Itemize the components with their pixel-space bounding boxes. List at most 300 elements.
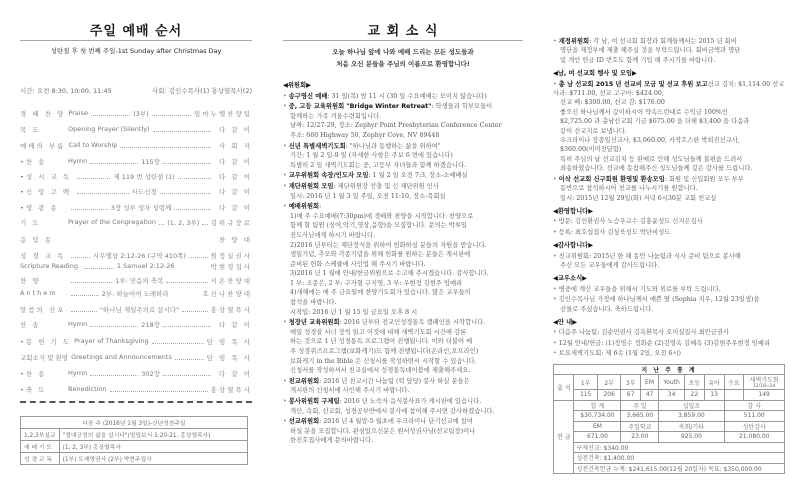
news-item-text: : 2016 년 4 월말-5 월초에 우크라이나 단기선교에 참여 (319, 418, 473, 426)
order-label: •봉 헌 기 도 (20, 337, 72, 346)
news-item-title: 재정위원회 (558, 38, 590, 45)
order-english: Prayer of Thanksgiving (74, 337, 149, 345)
order-english: Greetings and Announcements (71, 353, 172, 361)
news-item-line: 하실 분을 모집합니다. 관심있으신분은 원서성권사님(선교팀장)이나 (290, 427, 476, 435)
news-item-first-line (553, 175, 788, 184)
attendance-header: 3부 (621, 375, 640, 390)
dawn-range: 12/18~24 (752, 384, 776, 390)
welcome-message (283, 46, 523, 70)
news-item-line: 보화캐기 in the Bible 은 신청서를 작성하면서 시작할 수 있습니다. (290, 357, 477, 365)
next-week-header: 다음 주 (2016년 1월 3일)-신년성찬주일 (21, 417, 248, 429)
order-label: 교회소식 및 환영 (20, 353, 69, 362)
order-row (20, 319, 252, 329)
leader-dots (182, 307, 207, 312)
news-item-title: 교우위원회 속장/인도자 모임 (288, 172, 369, 180)
offering-cell: 671.00 (574, 432, 621, 443)
attendance-header: Youth (659, 375, 685, 390)
service-time-line (20, 86, 252, 95)
section-heading: ◀감사합니다▶ (553, 242, 594, 250)
news-item-line: 전도사님에게 하시기 바랍니다. (290, 231, 376, 239)
order-label: 예배의 부름 (20, 141, 66, 150)
news-item (283, 377, 523, 396)
offering-cell: 21,080.00 (724, 432, 784, 443)
news-item-text: : 1 월 2 일 오전 7:3, 장소-소예배실 (368, 172, 468, 180)
news-item (283, 182, 523, 201)
order-detail: 2부: 하늘이여 노래하라 (101, 289, 169, 298)
news-item-first-line (553, 80, 788, 99)
news-item-line: 게시판의 신청서에 사인해 주시기 바랍니다. (290, 387, 410, 395)
order-row (20, 336, 252, 346)
news-item-first-line (283, 377, 523, 387)
attendance-value: 13 (704, 390, 724, 401)
news-item-title: 선교위원회 (288, 418, 320, 426)
order-label: 묵 도 (20, 125, 41, 134)
order-label: 기 도 (20, 218, 41, 227)
leader-dots (160, 189, 211, 194)
attendance-header: 수요 (724, 375, 744, 390)
order-row (20, 288, 252, 298)
leader-dots (71, 307, 96, 312)
next-value: (1부) 도재영권사 (2부) 박현주집사 (59, 453, 247, 465)
news-item-line: 날짜: 12/27-29, 장소: Zephyr Point Presbyterian Conference Center (290, 122, 502, 130)
order-label: 성 경 교 독 (20, 251, 66, 260)
leader-dots (163, 322, 211, 327)
order-detail: 사도신경 (131, 187, 157, 196)
news-continued-wrapper (553, 36, 788, 474)
news-item-line: 주신 모든 교우들에게 감사드립니다. (560, 261, 660, 269)
next-label: 1,2,3부설교 (21, 429, 60, 441)
order-english: Hymn (68, 369, 88, 377)
news-item (553, 295, 788, 314)
leader-dots (163, 371, 211, 376)
offering-cell: 주일학교 (621, 421, 659, 432)
section-heading: ◀위원회▶ (283, 82, 311, 89)
order-label: Scripture Reading (20, 262, 78, 270)
news-item (283, 102, 523, 140)
news-item-line: $360.00(이미전달함) (560, 146, 622, 154)
attendance-header: 유아 (704, 375, 724, 390)
order-leader: 다 같 이 (219, 187, 252, 196)
leader-dots (178, 174, 211, 179)
leader-dots (159, 220, 164, 225)
order-leader: 홍상열목사 (210, 305, 252, 314)
order-english: Benediction (68, 385, 107, 393)
order-row (20, 124, 252, 134)
news-item (553, 349, 788, 358)
offering-cell: 3,665.00 (621, 411, 659, 422)
order-row (20, 275, 252, 285)
order-leader: 다 같 이 (219, 125, 252, 134)
offering-cell: 성탄감사 (724, 421, 784, 432)
news-item (283, 417, 523, 446)
news-title: 교 회 소 식 (367, 24, 439, 39)
leader-dots (178, 264, 208, 269)
news-item-line: 준비된 헌화 스케쥴에 사인업 해 주시기 바랍니다. (290, 260, 426, 268)
order-row (20, 186, 252, 196)
news-item-line: 매일 성경을 서너 장씩 읽고 이것에 대해 새벽기도회 시간에 강론 (290, 328, 467, 336)
attendance-header: EM (640, 375, 659, 390)
news-item (553, 217, 788, 226)
news-item-first-line (283, 102, 523, 112)
attendance-value: 149 (744, 390, 785, 401)
news-item (553, 175, 788, 203)
news-item-first-line (283, 182, 523, 192)
news-item (283, 171, 523, 181)
news-item-title: 중, 고등 교육위원회 "Bridge Winter Retreat" (288, 103, 432, 111)
news-item-first-line (553, 252, 788, 261)
news-item-line: 일시: 2016 년 1 월 3 일 주일, 오전 11:10, 장소-목회실 (290, 192, 446, 200)
news-sections-continued (553, 37, 788, 359)
leader-dots (172, 291, 200, 296)
attendance-header (744, 375, 785, 390)
order-row (20, 140, 252, 150)
leader-dots (110, 387, 208, 392)
order-detail: 3장 성부 성자 성령께 (110, 203, 172, 212)
news-item-line: $2,725.00 과 총남선교회 기금 $675.00 을 더해 $3,400 을 다음과 (560, 118, 750, 126)
order-leader: 다 같 이 (219, 203, 253, 212)
news-item-line: 기간: 1 월 2 일-9 일 (자세한 사항은 주보 6 면에 있습니다) (290, 152, 453, 160)
news-item-first-line (283, 417, 523, 427)
leader-dots (175, 355, 204, 360)
news-item-line: 주 성경퀴즈프로그램(보화캐기)도 함께 진행됩니다(온라인,오프라인) (290, 348, 479, 356)
attendance-header: 1부 (574, 375, 597, 390)
news-item-first-line (553, 339, 788, 348)
news-item-line: 함께하는 가족 겨울수련회입니다. (290, 112, 382, 120)
section-heading: ◀교우소식▶ (553, 275, 588, 283)
attendance-header: 2부 (597, 375, 620, 390)
offering-cell: 925.00 (659, 432, 724, 443)
news-item-first-line (553, 217, 788, 226)
leader-dots (153, 127, 211, 132)
news-item-line: 같이 선교지로 보냅니다. (560, 127, 627, 135)
order-row (20, 234, 252, 244)
news-item-line: 명단을 재정부에 제출 해주실 것을 부탁드립니다. 회비금액과 명단 (560, 47, 741, 55)
order-detail: 사무엘상 2:12-26 (구약 410쪽) (93, 251, 186, 260)
section-heading: ◀남, 여 선교회 행사 및 모임▶ (553, 70, 637, 78)
offering-cell: 23.00 (621, 432, 659, 443)
news-item-line: 주소: 660 Highway 50, Zephyr Cove, NV 89448 (290, 131, 440, 139)
attendance-value: 47 (640, 390, 659, 401)
news-sections (283, 76, 523, 446)
news-item-text: 김인수목사님 가정에 하나님께서 예쁜 딸 (Sophia 지우, 12월 23일생)을 (558, 296, 760, 304)
order-english: Hymn (68, 157, 88, 165)
order-leader: 시온찬양대 (210, 276, 253, 285)
news-item-text: : 재단위원장 선출 및 신 재단위원 인사 (333, 182, 439, 190)
leader-dots (90, 322, 138, 327)
news-item-line: 및 개인 헌금 ID 번호도 함께 기입 해 주시기를 바랍니다. (560, 56, 716, 64)
next-label: 예 배 기 도 (21, 441, 60, 453)
order-leader: 담 임 목 사 (206, 353, 252, 362)
worship-title: 주일 예배 순서 (89, 24, 183, 39)
order-leader: 찬 양 대 (219, 235, 252, 244)
leader-dots (90, 371, 138, 376)
news-item-title: 이삭 선교회 신구회원 환영및 환송모임 (558, 175, 665, 183)
leader-dots (71, 205, 108, 210)
news-item-text: 선교 김치: $1,114.00 선교 사과: $711.00, 선교 고구마: $424.00, (553, 80, 785, 98)
news-item-line: 2)2016 년부터는 제단장식을 위하여 헌화하실 분들의 자원을 받습니다. (290, 241, 487, 249)
news-item-text: : "하나님과 동행하는 삶을 위하여" (345, 142, 441, 150)
news-item-first-line (553, 295, 788, 304)
leader-dots (202, 220, 207, 225)
order-detail: (1, 2, 3부) (167, 218, 200, 227)
news-item-title: 총 남 선교회 2015 년 선교비 모금 및 선교 후원 보고 (558, 80, 708, 88)
news-item-line: 특별히 2 일 새벽기도회는 중, 고등부 자녀들과 함께 하겠습니다. (290, 161, 467, 169)
attendance-value: 115 (574, 390, 597, 401)
leader-dots (71, 253, 90, 258)
offering-building: 성전건축: $1,400.00 (574, 453, 785, 464)
leader-dots (166, 278, 207, 283)
offering-cell: 속회/기타 (659, 421, 724, 432)
offering-cell: EM (574, 421, 621, 432)
news-item-text: 토요새벽기도회: 제 6속 (1월 2일, 오전 6시) (558, 350, 681, 358)
leader-dots (71, 237, 211, 242)
news-item-line: 개인, 속회, 선교회, 성경공부반에서 봉사에 참여해 주시면 감사하겠습니다. (290, 407, 495, 415)
order-row (20, 250, 252, 260)
news-item-first-line (553, 228, 788, 237)
order-leader: 홍상열목사 (210, 385, 252, 394)
attendance-value: 22 (684, 390, 704, 401)
order-label: •신 앙 고 백 (20, 187, 72, 196)
order-detail: 218장 (141, 320, 160, 329)
leader-dots (71, 278, 112, 283)
order-english: Call to Worship (68, 141, 118, 149)
section-heading: ◀안 내▶ (553, 318, 578, 326)
news-item-title: 청장년 교육위원회 (288, 319, 340, 327)
order-leader: 사 회 자 (219, 141, 252, 150)
order-detail: 115장 (141, 157, 160, 166)
news-item-title: 재단위원회 모임 (288, 182, 334, 190)
dawn-label: 새벽기도회 (749, 377, 779, 385)
next-value: "절대긍정의 삶을 삽시다"(빌립보서 1:20-21, 홍상열목사) (59, 429, 247, 441)
next-label: 성 경 교 독 (21, 453, 60, 465)
leader-dots (90, 159, 138, 164)
offering-cell: 합 계 (574, 400, 621, 411)
offering-cell: 3,859.00 (659, 411, 724, 422)
order-english: Hymn (68, 320, 88, 328)
attendance-value: 67 (621, 390, 640, 401)
news-item-line: 참석을 바랍니다. (290, 299, 337, 307)
news-item-line: 죄송하였습니다. 선교에 동참해주신 성도님들께 깊은 감사를 드립니다. (560, 165, 753, 173)
order-detail: 1부: 믿음의 축복 (115, 276, 164, 285)
news-item (283, 318, 523, 376)
news-item-text: : (319, 203, 322, 211)
order-row (20, 261, 252, 271)
news-item (283, 202, 523, 317)
order-leader: 다 같 이 (219, 172, 252, 181)
news-item-title: 신년 특별새벽기도회 (288, 142, 346, 150)
news-item-line: 좋으신 하나님께서 갚이하시어 약속드린대로 수익금 100%인 (560, 108, 728, 116)
order-row (20, 156, 252, 166)
news-item (553, 339, 788, 348)
news-item-line: 선교 배: $300.00, 선교 감: $176.00 (560, 99, 665, 107)
order-leader: 다 같 이 (219, 320, 252, 329)
order-detail: 1 Samuel 2:12-26 (116, 262, 175, 270)
news-item-first-line (553, 37, 788, 46)
order-label: •찬 송 (20, 157, 47, 166)
news-item-line: 시작일: 2016 년 1 월 15 일 금요일 오후 8 시 (290, 308, 418, 316)
stats-title: 지 난 주 통 계 (554, 364, 785, 375)
news-item-first-line (283, 397, 523, 407)
news-item-title: 예배위원회 (288, 203, 320, 211)
news-item-title: 봉사위원회 구제팀 (288, 398, 340, 405)
news-item-line: 4)새해에는 매 주 금요일에 찬양기도회가 있습니다. 많은 교우들의 (290, 289, 471, 297)
leader-dots (91, 111, 130, 116)
order-label: •축 도 (20, 385, 47, 394)
next-value: (1, 2, 3부) 홍상열목사 (59, 441, 247, 453)
order-row (20, 108, 252, 118)
news-item-text: : 2016 년부터 전교인성경통독 캠페인을 시작합니다. (339, 319, 486, 327)
order-label: •찬 송 (20, 369, 47, 378)
welcome-line: 처음 오신 분들을 주님의 이름으로 환영합니다! (336, 60, 470, 68)
news-item-line: 3)2016 년 1 월에 안내/헌금위원으로 수고해 주시겠습니다. 감사합니다. (290, 270, 489, 278)
news-item-text: 병중에 계신 교우들을 위해서 기도와 위로를 부탁 드립니다. (558, 285, 721, 293)
leader-dots (84, 264, 114, 269)
news-item-line: 1)매 주 수요예배(7:30pm)에 경배와 찬양을 시작합니다. 찬양으로 (290, 212, 474, 220)
order-label: 응 답 송 (20, 235, 53, 244)
news-item-line: 신청서를 작성하셔서 친교실에서 성경통독데이블에 제출해주세요. (290, 367, 471, 375)
leader-dots (77, 174, 110, 179)
worship-subtitle: 성탄절 후 첫 번째 주일-1st Sunday after Christmas Day (50, 47, 222, 55)
leader-dots (77, 189, 128, 194)
news-item-line: 우크라이나 장종일선교사, $3,060.00, 카작흐스탄 박희진선교사, (560, 137, 740, 145)
order-leader: 다 같 이 (219, 157, 252, 166)
order-row (20, 304, 252, 314)
leader-dots (152, 339, 204, 344)
leader-dots (71, 291, 99, 296)
order-label: •성 시 교 독 (20, 172, 72, 181)
news-item (553, 80, 788, 174)
news-item-line: 1 부: 조종은, 2 부: 구자형 구지영, 3 부: 우현정 김현주 임예리 (290, 279, 463, 287)
attendance-value (724, 390, 744, 401)
offering-cell: $30,734.00 (574, 411, 621, 422)
order-detail: 302장 (141, 369, 160, 378)
news-item-first-line (283, 202, 523, 212)
order-label: 말씀의 선포 (20, 305, 66, 314)
order-row (20, 171, 252, 181)
order-row (20, 384, 252, 394)
divider (20, 401, 252, 403)
order-detail: 제 119 번 성탄절 (1) (113, 172, 175, 181)
news-item-line: 선물로 주셨습니다. 축하드립니다. (560, 305, 654, 313)
leader-dots (189, 253, 208, 258)
news-item-line: 함께 할 팀원 (싱어,악기,영상,음향)을 모집합니다. 문의는 박루일 (290, 222, 467, 230)
news-item-first-line (283, 171, 523, 181)
news-item-text: 방문: 김인환권사 노승우교수 김홍윤성도 신지은집사 (558, 218, 703, 226)
order-row (20, 217, 252, 227)
order-english: Opening Prayer (Silently) (68, 125, 150, 133)
order-leader: 다 같 이 (219, 369, 252, 378)
news-item-text: 친교위원회: 2015년 한 해 동안 나눔팀과 식사 준비 팀으로 봉사해 (558, 252, 741, 260)
leader-dots (174, 205, 211, 210)
order-leader: 박현경집사 (210, 262, 252, 271)
attendance-header: 초등 (684, 375, 704, 390)
news-item (553, 285, 788, 294)
news-item-line: 일시: 2015년 12월 29일(화) 저녁 6시30분 교회 친교실 (560, 194, 717, 202)
order-label: •영 광 송 (20, 203, 59, 212)
leader-dots (152, 111, 191, 116)
order-leader: 호산나찬양대 (202, 289, 253, 298)
news-item-text: : 회원 및 신입회원 모두 부부 (664, 175, 744, 183)
offering-cell: 511.00 (724, 411, 784, 422)
attendance-value: 34 (659, 390, 685, 401)
leader-dots (120, 143, 211, 148)
next-week-table (20, 416, 248, 465)
order-label: 찬 송 (20, 320, 41, 329)
news-item-line: 한진호집사에게 문의바랍니다. (290, 437, 374, 445)
attendance-label: 출 석 (554, 375, 574, 401)
news-item (553, 328, 788, 337)
news-item-text: : 2016 년 노숙자 음식봉사표가 게시판에 있습니다. (339, 398, 482, 405)
offering-building-total: 성전건축헌금 누계: $241,615.00(12월 20일자) 목표: $350,000.00 (574, 463, 785, 474)
news-item-text: 다음주 나눔팀: 김순민권사 김옥환목사 오미실집사 최안금권사 (558, 329, 730, 337)
news-item (553, 252, 788, 271)
title-divider (283, 40, 523, 41)
order-english: Prayer of the Congregation (68, 218, 156, 226)
news-item-title: 송구영신 예배 (288, 92, 328, 100)
order-label: Anthem (20, 289, 58, 297)
news-item-first-line (553, 328, 788, 337)
news-item (283, 397, 523, 416)
section-heading: ◀환영합니다▶ (553, 207, 594, 215)
news-item-text: 등록: 최호섭집사 김상욱성도 박단비성도 (558, 228, 671, 236)
order-leader: 원정실권사 (210, 251, 253, 260)
order-english: Praise (68, 109, 88, 117)
news-item-first-line (283, 318, 523, 328)
weekly-stats-table (553, 364, 785, 475)
order-row (20, 352, 252, 362)
offering-cell: 주 일 (621, 400, 659, 411)
news-item-title: 친교위원회 (288, 377, 320, 385)
news-item-line: 생일기념, 추모와 각종기념을 위해 헌화를 원하는 분들은 게시판에 (290, 251, 471, 259)
news-item-first-line (283, 142, 523, 152)
order-row (20, 202, 252, 212)
news-item-line: 특히 주님의 날 선교김치 등 판매로 인해 성도님들께 불편을 드려서 (560, 155, 743, 163)
order-label: 경 배 찬 양 (20, 109, 66, 118)
order-leader: 담 임 목 사 (206, 337, 252, 346)
news-item-text: : 31 일(목) 밤 11 시 (30 일 수요예배는 모이지 않습니다) (327, 92, 487, 100)
service-times: 시간: 오전 8:30, 10:00, 11:45 (20, 87, 112, 95)
leader-dots (163, 159, 211, 164)
order-detail: "하나님 제일주의로 삽시다" (99, 305, 180, 314)
order-row (20, 368, 252, 378)
news-item-text: : 학생들과 학부모들이 (431, 103, 493, 111)
news-item-first-line (553, 285, 788, 294)
order-label: 찬 양 (20, 276, 41, 285)
news-item-first-line (283, 92, 523, 102)
order-leader: 임마누엘찬양팀 (194, 109, 252, 118)
news-item-line: 동반으로 참석하시어 친교를 나누시기를 원합니다. (560, 185, 698, 193)
offering-relief: 구제선교: $340.00 (574, 442, 785, 453)
news-item (553, 228, 788, 237)
news-item-text: : 각 남, 여 선교회 회장과 회계들께서는 2015 년 회비 (589, 38, 737, 45)
offering-cell: 십일조 (659, 400, 724, 411)
title-divider (20, 40, 252, 41)
attendance-value: 206 (597, 390, 620, 401)
news-item-line: 하는 것으로 1 년 성경통독 프로그램이 진행됩니다. 이와 더불어 매 (290, 338, 473, 346)
news-item-text: : 2016 년 친교시간 나눔팀 (떡 담당) 봉사 하실 분들은 (319, 377, 470, 385)
news-item (553, 37, 788, 65)
news-item-first-line (553, 349, 788, 358)
news-item-text: 12월 안내/헌금: (1)정영수 정화순 (2)김영옥 김혜옥 (3)김현주우현정 임예리 (558, 339, 770, 347)
news-item (283, 142, 523, 171)
welcome-line: 오늘 하나님 앞에 나와 예배 드리는 모든 성도들과 (332, 48, 474, 56)
offering-label: 헌 금 (554, 400, 574, 474)
presider: 사회: 김인수목사(1) 홍상열목사(2) (151, 87, 252, 95)
offering-cell: 감 사 (724, 400, 784, 411)
order-detail: (3부) (133, 109, 149, 118)
news-item (283, 92, 523, 102)
order-leader: 김위규장로 (210, 218, 252, 227)
